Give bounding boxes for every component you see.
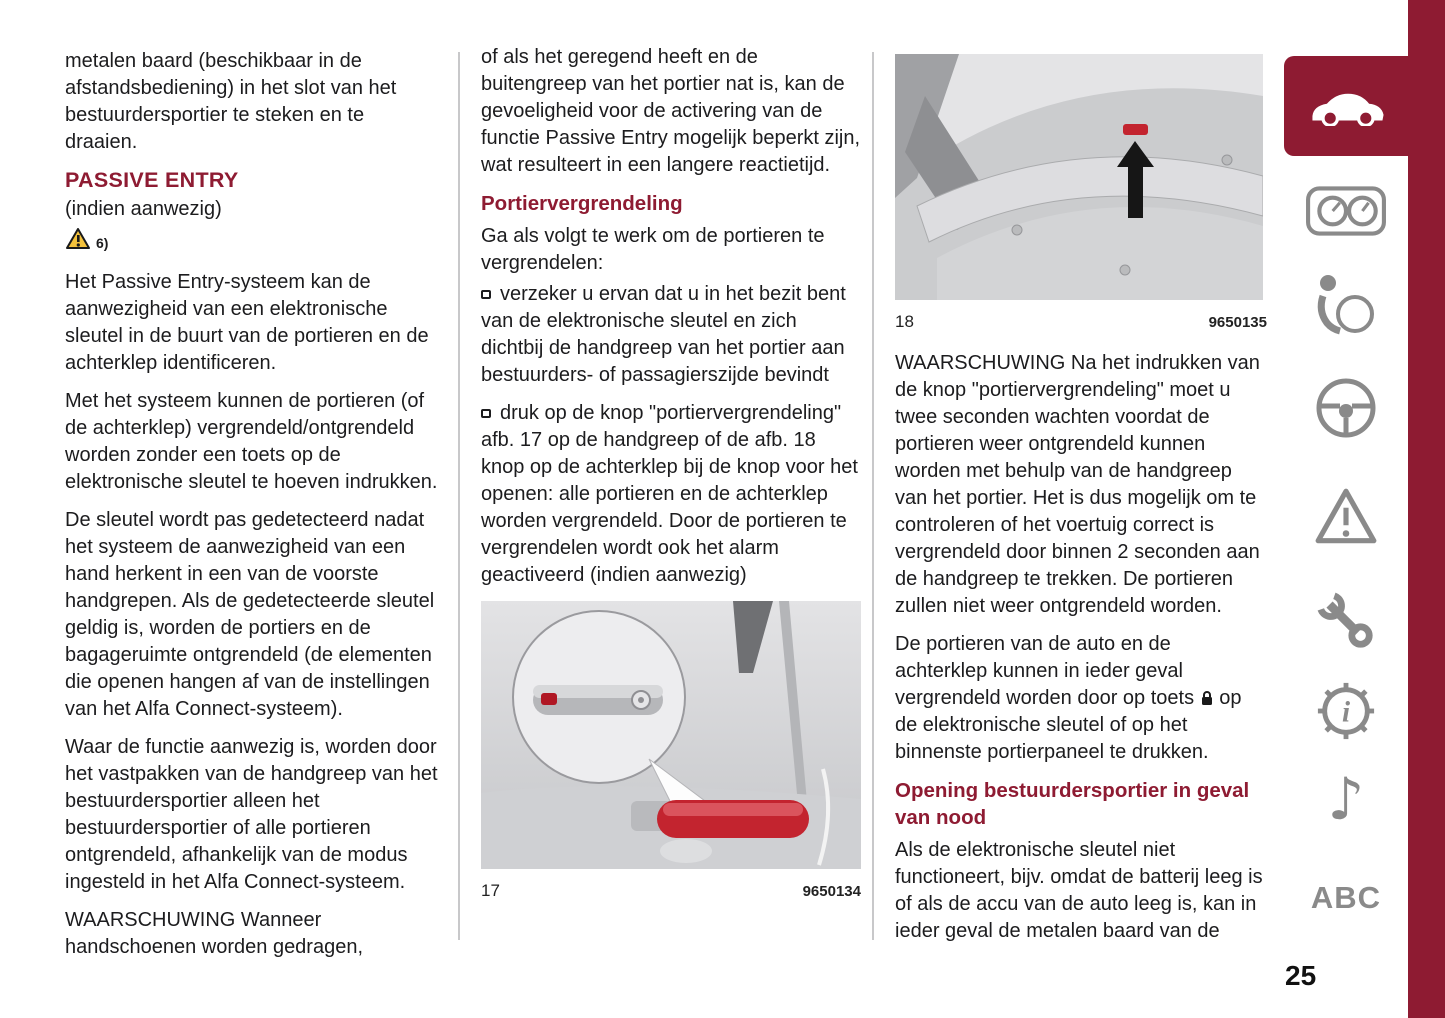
dashboard-icon [1305, 182, 1387, 240]
section-heading: Opening bestuurdersportier in geval van nood [895, 779, 1250, 829]
nav-item-car-active[interactable] [1284, 56, 1445, 156]
figure-caption [895, 308, 1267, 336]
airbag-icon [1314, 272, 1378, 336]
paragraph: of als het geregend heeft en de buitengreep van het portier nat is, kan de gevoeligheid voor de activering van de functie Passive Entry mogelijk beperkt zijn, wat resulteert in een langere reactietijd. [481, 46, 861, 176]
figure-tailgate [895, 54, 1267, 336]
lock-icon [1200, 687, 1214, 709]
column-2 [481, 44, 861, 919]
paragraph: De sleutel wordt pas gedetecteerd nadat het systeem de aanwezigheid van een hand herkent in een van de voorste handgrepen. Als de gedetecteerde sleutel geldig is, worden de portiers en de bagageruimte ontgrendeld (de elementen die openen hangen af van de instellingen van het Alfa Connect-systeem). [65, 509, 435, 720]
list-item-text: verzeker u ervan dat u in het bezit bent van de elektronische sleutel en zich dichtbij de handgreep van het portier aan bestuurders- of passagierszijde bevindt [481, 283, 846, 386]
paragraph-text: De portieren van de auto en de achterklep kunnen in ieder geval vergrendeld worden door op toets [895, 633, 1195, 709]
nav-item-audio[interactable] [1300, 765, 1392, 833]
paragraph-text: op de elektronische sleutel of op het binnenste portierpaneel te drukken. [895, 687, 1242, 763]
column-1 [65, 48, 440, 972]
paragraph: Met het systeem kunnen de portieren (of de achterklep) vergrendeld/ontgrendeld worden zonder een toets op de elektronische sleutel te hoeven indrukken. [65, 390, 438, 493]
nav-item-airbag[interactable] [1300, 272, 1392, 336]
paragraph: metalen baard (beschikbaar in de afstandsbediening) in het slot van het bestuurdersportier te steken en te draaien. [65, 50, 397, 153]
nav-item-dashboard[interactable] [1300, 182, 1392, 240]
steering-wheel-icon [1314, 376, 1378, 440]
door-handle-photo [481, 601, 861, 869]
paragraph: Waar de functie aanwezig is, worden door het vastpakken van de handgreep van het bestuurdersportier alleen het bestuurdersportier of alle portieren ontgrendeld, afhankelijk van de modus ingesteld in het Alfa Connect-systeem. [65, 736, 438, 893]
nav-item-service[interactable] [1300, 590, 1392, 652]
paragraph: WAARSCHUWING Na het indrukken van de knop "portiervergrendeling" moet u twee seconden wachten voordat de portieren weer ontgrendeld kunnen worden met behulp van de handgreep van het portier. Het is dus mogelijk om te controleren of het voertuig correct is vergrendeld door binnen 2 seconden aan de handgreep te trekken. De portieren zullen niet weer ontgrendeld worden. [895, 352, 1260, 617]
section-heading: Portiervergrendeling [481, 192, 683, 215]
list-item-text: druk op de knop "portiervergrendeling" afb. 17 op de handgreep of de afb. 18 knop op de achterklep bij de knop voor het openen: alle portieren en de achterklep worden vergrendeld. Door de portieren te vergrendelen wordt ook het alarm geactiveerd (indien aanwezig) [481, 402, 858, 586]
paragraph [895, 631, 1267, 766]
list-item [481, 281, 861, 389]
nav-item-steering[interactable] [1300, 376, 1392, 440]
figure-code: 9650134 [802, 883, 861, 900]
bullet-icon [481, 290, 491, 299]
section-heading: PASSIVE ENTRY [65, 168, 239, 192]
tailgate-photo [895, 54, 1263, 300]
paragraph: Als de elektronische sleutel niet functioneert, bijv. omdat de batterij leeg is of als de accu van de auto leeg is, kan in ieder geval de metalen baard van de [895, 839, 1263, 942]
paragraph: Het Passive Entry-systeem kan de aanwezigheid van een elektronische sleutel in de buurt van de portieren en de achterklep identificeren. [65, 271, 429, 374]
note-reference: 6) [96, 234, 109, 251]
wrench-icon [1315, 590, 1377, 652]
warning-icon [65, 227, 91, 259]
figure-door-handle [481, 601, 861, 905]
car-icon [1308, 86, 1388, 126]
svg-text:i: i [1341, 696, 1351, 729]
nav-item-info[interactable] [1300, 680, 1392, 742]
subheading: (indien aanwezig) [65, 198, 222, 220]
figure-caption [481, 877, 861, 905]
paragraph: WAARSCHUWING Wanneer handschoenen worden gedragen, [65, 909, 364, 958]
column-divider [458, 52, 460, 940]
music-note-icon: ♪ [1327, 765, 1365, 833]
column-3 [895, 50, 1267, 956]
bullet-icon [481, 409, 491, 418]
figure-number: 17 [481, 881, 500, 900]
abc-index-label: ABC [1310, 880, 1382, 915]
note-reference-row [65, 227, 440, 259]
list-item [481, 400, 861, 589]
warning-triangle-icon [1313, 486, 1379, 548]
figure-number: 18 [895, 312, 914, 331]
nav-item-warning[interactable] [1300, 486, 1392, 548]
paragraph: Ga als volgt te werk om de portieren te vergrendelen: [481, 225, 825, 274]
info-gear-icon [1315, 680, 1377, 742]
figure-code: 9650135 [1208, 314, 1267, 331]
nav-item-index[interactable] [1300, 880, 1392, 916]
column-divider [872, 52, 874, 940]
page-number: 25 [1285, 960, 1317, 991]
